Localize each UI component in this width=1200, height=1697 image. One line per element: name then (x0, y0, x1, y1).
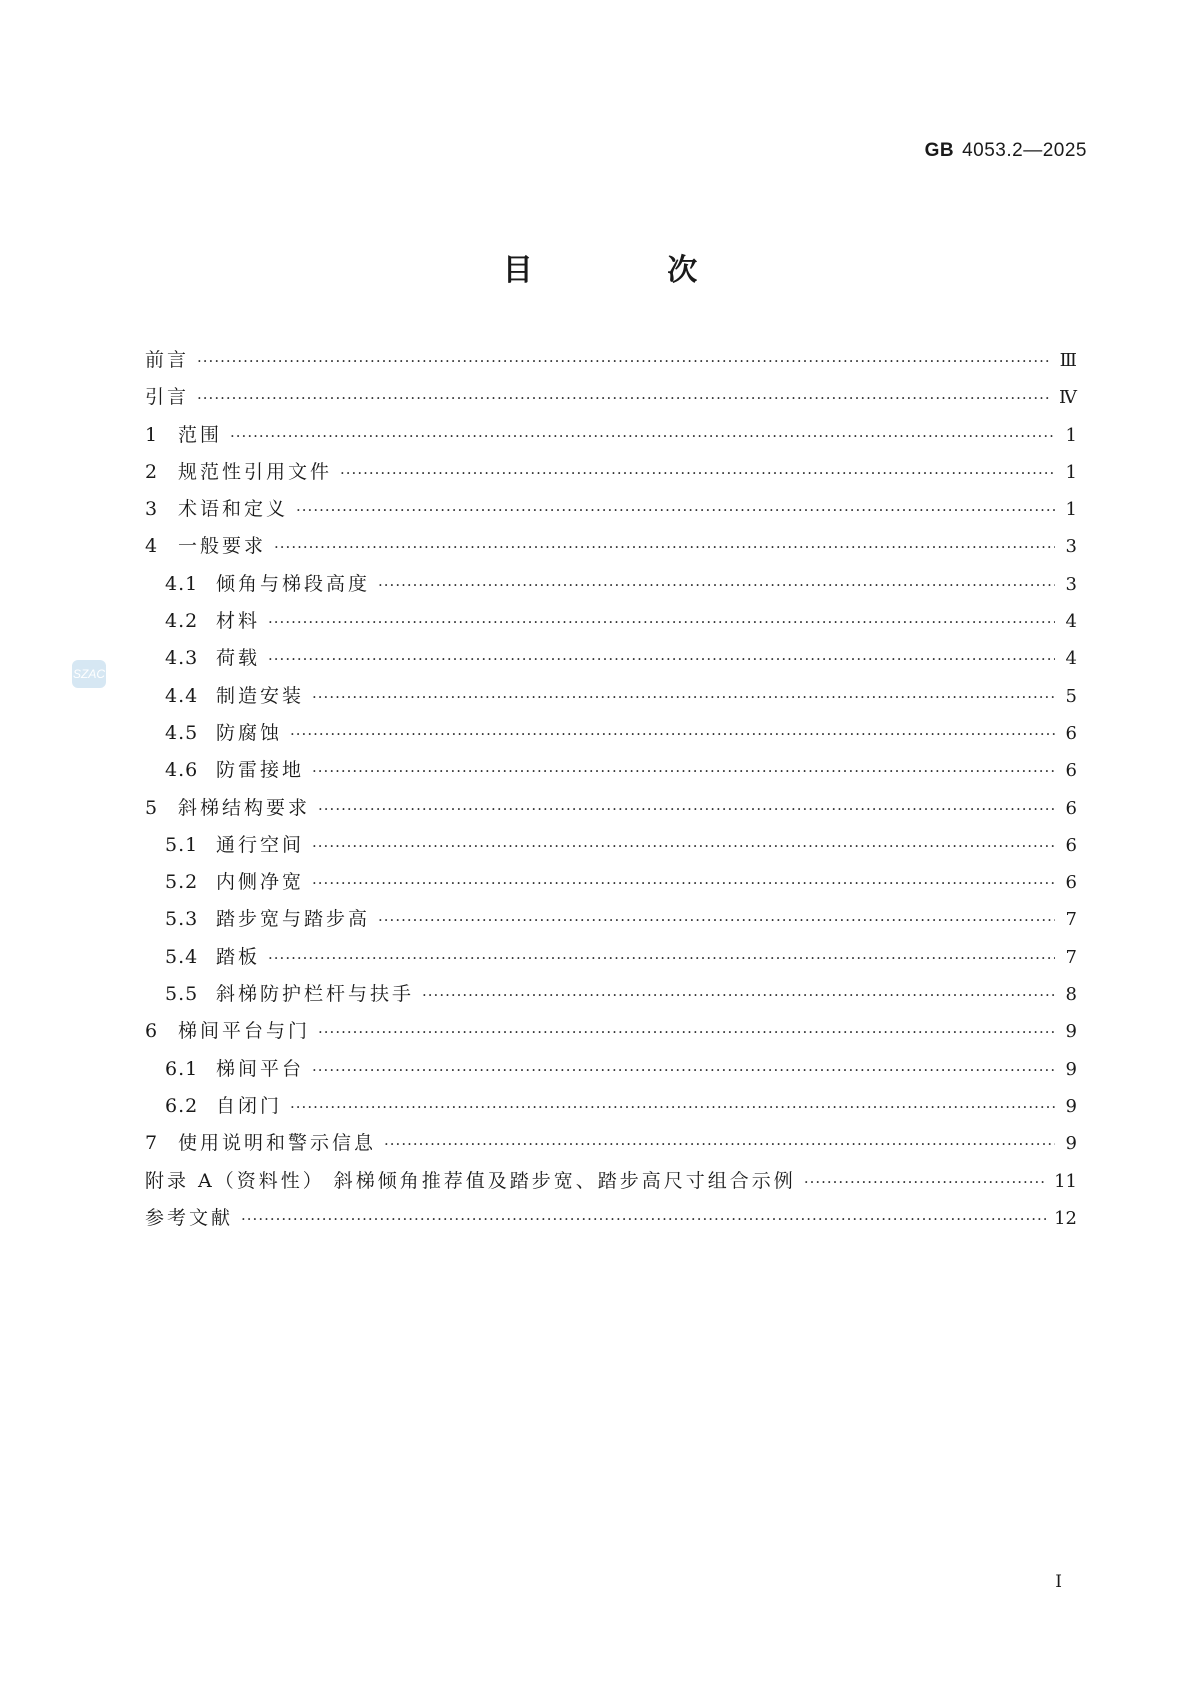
standard-prefix: GB (924, 140, 955, 161)
toc-entry-page: Ⅲ (1059, 350, 1077, 371)
toc-entry-label: 倾角与梯段高度 (216, 572, 371, 595)
toc-entry-page: Ⅳ (1059, 387, 1077, 409)
table-of-contents (145, 345, 1077, 1240)
toc-entry[interactable] (145, 793, 1077, 830)
toc-entry[interactable] (145, 718, 1077, 755)
toc-entry-label: 斜梯防护栏杆与扶手 (216, 983, 415, 1006)
toc-entry-label: 参考文献 (145, 1206, 234, 1229)
toc-leader-dots (296, 501, 1055, 519)
toc-entry[interactable] (145, 1054, 1077, 1091)
toc-leader-dots (290, 1098, 1055, 1116)
toc-leader-dots (312, 1061, 1055, 1079)
standard-code (925, 140, 1087, 162)
toc-entry[interactable] (145, 606, 1077, 643)
toc-entry[interactable] (145, 420, 1077, 457)
toc-entry-label: 自闭门 (216, 1094, 283, 1117)
toc-leader-dots (268, 650, 1055, 668)
toc-entry[interactable] (145, 867, 1077, 904)
toc-entry-label: 术语和定义 (178, 498, 289, 521)
toc-entry-page: 6 (1065, 872, 1077, 894)
toc-entry-number: 6.2 (165, 1094, 199, 1117)
toc-leader-dots (378, 576, 1055, 594)
toc-entry-label: 范围 (178, 423, 223, 446)
toc-leader-dots (312, 874, 1055, 892)
toc-entry-label: 制造安装 (216, 684, 305, 707)
toc-entry-label: 通行空间 (216, 833, 305, 856)
toc-entry-label: 荷载 (216, 647, 261, 670)
toc-leader-dots (197, 389, 1051, 407)
toc-entry-page: 9 (1065, 1021, 1077, 1043)
toc-entry-label: 使用说明和警示信息 (178, 1132, 377, 1155)
toc-entry[interactable] (145, 979, 1077, 1016)
toc-leader-dots (312, 688, 1055, 706)
toc-entry-page: 8 (1065, 984, 1077, 1006)
toc-entry-page: 3 (1065, 536, 1077, 558)
toc-entry-label: 材料 (216, 610, 261, 633)
toc-entry-label: 一般要求 (178, 535, 267, 558)
toc-leader-dots (804, 1173, 1046, 1191)
page-title: 目 次 (502, 253, 760, 288)
toc-entry-number: 3 (145, 498, 159, 521)
toc-entry[interactable] (145, 1016, 1077, 1053)
standard-number: 4053.2—2025 (962, 140, 1087, 161)
toc-entry-number: 5.1 (165, 833, 199, 856)
toc-entry-label: 踏步宽与踏步高 (216, 908, 371, 931)
toc-entry[interactable] (145, 942, 1077, 979)
toc-entry[interactable] (145, 1091, 1077, 1128)
toc-leader-dots (318, 1023, 1055, 1041)
toc-leader-dots (268, 949, 1055, 967)
toc-leader-dots (274, 538, 1055, 556)
toc-entry-label: 踏板 (216, 945, 261, 968)
toc-entry-page: 4 (1065, 611, 1077, 633)
toc-entry-page: 7 (1065, 909, 1077, 931)
toc-entry-label: 斜梯结构要求 (178, 796, 311, 819)
toc-entry-number: 6 (145, 1020, 159, 1043)
page-number: I (1055, 1572, 1062, 1592)
toc-entry-number: 5.2 (165, 871, 199, 894)
toc-entry-label: 附录 A（资料性） 斜梯倾角推荐值及踏步宽、踏步高尺寸组合示例 (145, 1169, 796, 1192)
toc-entry-label: 引言 (145, 386, 190, 409)
toc-entry[interactable] (145, 830, 1077, 867)
toc-entry-number: 7 (145, 1132, 159, 1155)
toc-entry-page: 9 (1065, 1058, 1077, 1080)
toc-entry[interactable] (145, 643, 1077, 680)
toc-entry-label: 前言 (145, 349, 190, 371)
toc-entry-page: 11 (1054, 1170, 1077, 1192)
toc-entry-number: 4 (145, 535, 159, 558)
toc-entry-page: 6 (1065, 834, 1077, 856)
toc-entry-number: 4.1 (165, 572, 199, 595)
toc-entry-number: 5.5 (165, 983, 199, 1006)
toc-entry-number: 4.6 (165, 759, 199, 782)
toc-entry-label: 防雷接地 (216, 759, 305, 782)
toc-entry[interactable] (145, 681, 1077, 718)
toc-entry-number: 4.3 (165, 647, 199, 670)
toc-entry-page: 6 (1065, 760, 1077, 782)
toc-leader-dots (312, 762, 1055, 780)
toc-entry-number: 6.1 (165, 1057, 199, 1080)
toc-leader-dots (318, 800, 1055, 818)
toc-entry[interactable] (145, 382, 1077, 419)
toc-entry[interactable] (145, 1203, 1077, 1240)
toc-entry[interactable] (145, 457, 1077, 494)
toc-entry-page: 6 (1065, 797, 1077, 819)
toc-entry-number: 4.2 (165, 610, 199, 633)
toc-leader-dots (197, 352, 1052, 370)
toc-leader-dots (312, 837, 1055, 855)
toc-entry[interactable] (145, 904, 1077, 941)
toc-entry[interactable] (145, 531, 1077, 568)
toc-leader-dots (422, 986, 1055, 1004)
toc-entry-page: 5 (1065, 685, 1077, 707)
toc-entry-page: 4 (1065, 648, 1077, 670)
toc-entry[interactable] (145, 755, 1077, 792)
toc-leader-dots (268, 613, 1055, 631)
toc-entry-page: 3 (1065, 573, 1077, 595)
toc-leader-dots (378, 911, 1055, 929)
toc-entry-page: 9 (1065, 1095, 1077, 1117)
toc-entry-page: 1 (1065, 461, 1077, 483)
toc-leader-dots (290, 725, 1055, 743)
toc-entry[interactable] (145, 1166, 1077, 1203)
toc-entry-page: 9 (1065, 1133, 1077, 1155)
toc-entry-page: 7 (1065, 946, 1077, 968)
toc-entry-number: 5.4 (165, 945, 199, 968)
toc-leader-dots (230, 427, 1055, 445)
toc-entry[interactable] (145, 345, 1077, 382)
toc-entry-page: 6 (1065, 722, 1077, 744)
toc-entry-label: 防腐蚀 (216, 721, 283, 744)
toc-entry-page: 1 (1065, 424, 1077, 446)
toc-entry-label: 梯间平台与门 (178, 1020, 311, 1043)
toc-entry-number: 1 (145, 423, 159, 446)
watermark-logo: SZAC (72, 660, 106, 688)
toc-entry-page: 12 (1054, 1207, 1077, 1229)
toc-leader-dots (384, 1135, 1055, 1153)
toc-entry-number: 4.5 (165, 721, 199, 744)
toc-entry[interactable] (145, 494, 1077, 531)
toc-leader-dots (340, 464, 1055, 482)
toc-entry-page: 1 (1065, 499, 1077, 521)
toc-entry-label: 内侧净宽 (216, 871, 305, 894)
toc-entry-number: 2 (145, 460, 159, 483)
toc-leader-dots (241, 1210, 1046, 1228)
toc-entry-number: 4.4 (165, 684, 199, 707)
toc-entry-label: 梯间平台 (216, 1057, 305, 1080)
toc-entry-label: 规范性引用文件 (178, 460, 333, 483)
toc-entry[interactable] (145, 569, 1077, 606)
toc-entry[interactable] (145, 1128, 1077, 1165)
toc-entry-number: 5 (145, 796, 159, 819)
toc-entry-number: 5.3 (165, 908, 199, 931)
